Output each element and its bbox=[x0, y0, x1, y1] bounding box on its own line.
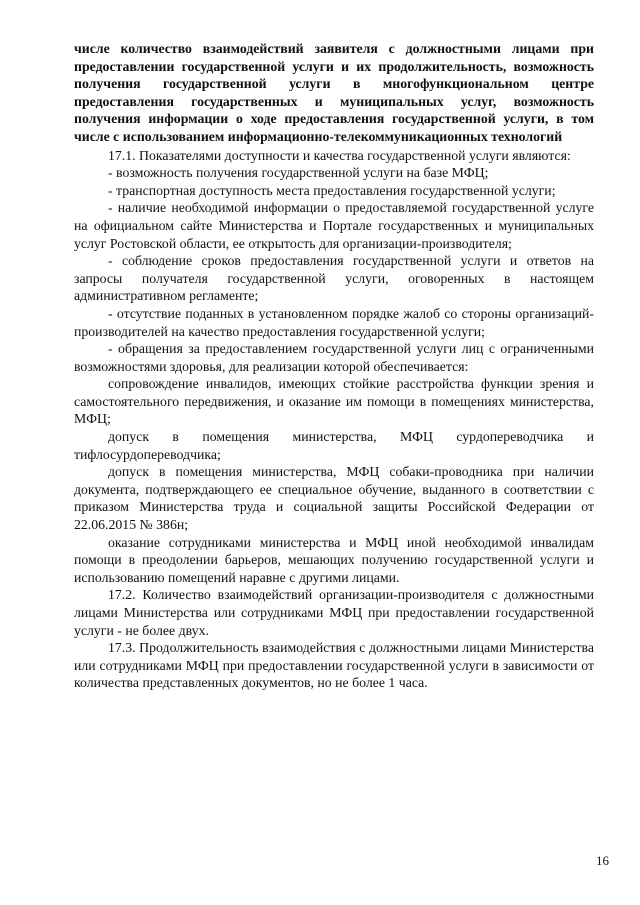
paragraph-17-3: 17.3. Продолжительность взаимодействия с должностными лицами Министерства или сотрудниками МФЦ при предоставлении государственной услуги в зависимости от количества представленных документов, но не более 1 часа. bbox=[74, 640, 594, 691]
list-item-mfc-availability: - возможность получения государственной услуги на базе МФЦ; bbox=[108, 165, 489, 181]
list-item-disability-access: - обращения за предоставлением государственной услуги лиц с ограниченными возможностями здоровья, для реализации которой обеспечивается: bbox=[74, 341, 594, 374]
section-heading: числе количество взаимодействий заявителя с должностными лицами при предоставлении государственной услуги и их продолжительность, возможность получения государственной услуги в многофункциональном центре предоставления государственных и муниципальных услуг, возможность получения информации о ходе предоставления государственной услуги, в том числе с использованием информационно-телекоммуникационных технологий bbox=[74, 41, 594, 144]
paragraph-staff-assistance: оказание сотрудниками министерства и МФЦ иной необходимой инвалидам помощи в преодолении барьеров, мешающих получению государственной услуги и использованию помещений наравне с другими лицами. bbox=[74, 534, 594, 585]
page-number: 16 bbox=[596, 853, 609, 868]
paragraph-guide-dog-admission: допуск в помещения министерства, МФЦ собаки-проводника при наличии документа, подтверждающего ее специальное обучение, выданного в соответствии с приказом Министерства труда и социальной защиты Российской Федерации от 22.06.2015 № 386н; bbox=[74, 464, 594, 533]
paragraph-17-1: 17.1. Показателями доступности и качества государственной услуги являются: bbox=[108, 147, 571, 163]
list-item-no-complaints: - отсутствие поданных в установленном порядке жалоб со стороны организаций-производителей на качество предоставления государственной услуги; bbox=[74, 305, 594, 339]
list-item-transport-accessibility: - транспортная доступность места предоставления государственной услуги; bbox=[108, 182, 556, 198]
list-item-information-availability: - наличие необходимой информации о предоставляемой государственной услуге на официальном сайте Министерства и Портале государственных и муниципальных услуг Ростовской области, ее открытость для организации-производителя; bbox=[74, 200, 594, 251]
paragraph-interpreter-admission: допуск в помещения министерства, МФЦ сурдопереводчика и тифлосурдопереводчика; bbox=[74, 429, 594, 462]
page-content bbox=[74, 40, 594, 692]
paragraph-escort-disabled: сопровождение инвалидов, имеющих стойкие расстройства функции зрения и самостоятельного передвижения, и оказание им помощи в помещениях министерства, МФЦ; bbox=[74, 376, 594, 427]
paragraph-17-2: 17.2. Количество взаимодействий организации-производителя с должностными лицами Министерства или сотрудниками МФЦ при предоставлении государственной услуги - не более двух. bbox=[74, 587, 594, 638]
list-item-deadlines-compliance: - соблюдение сроков предоставления государственной услуги и ответов на запросы получателя государственной услуги, оговоренных в настоящем административном регламенте; bbox=[74, 253, 594, 304]
